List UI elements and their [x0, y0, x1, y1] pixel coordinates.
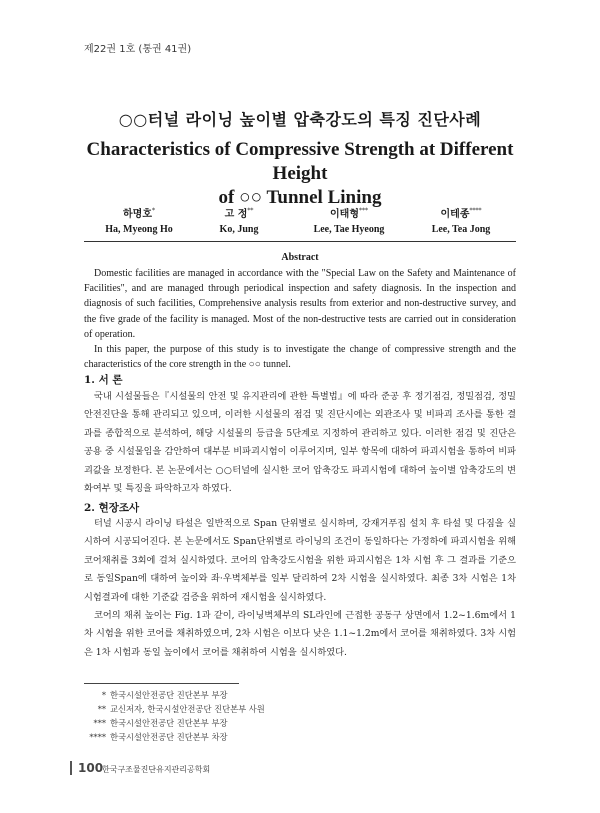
footnote-item: [84, 702, 265, 716]
title-divider: [84, 241, 516, 242]
footnote-mark: ***: [93, 718, 106, 728]
author-mark: ****: [469, 207, 482, 215]
footnote-mark: **: [97, 704, 106, 714]
author-4: [406, 205, 516, 235]
journal-name: 한국구조물진단유지관리공학회: [102, 765, 211, 774]
abstract-paragraph-1: Domestic facilities are managed in accordance with the "Special Law on the Safety and Maintenance of Facilities", and are managed through periodical inspection and safety diagnosis. In the inspection and diagnosis of such facilities, Comprehensive analysis results from exterior and non-destructive survey, and the five grade of the facility is managed. Most of the non-destructive tests are carried out in consideration of operation.: [84, 268, 516, 340]
section-2-heading: 2. 현장조사: [84, 502, 140, 514]
english-title: [60, 138, 540, 210]
english-title-line2: of ○○ Tunnel Lining: [218, 187, 382, 208]
abstract-paragraph-2: In this paper, the purpose of this study is to investigate the change of compressive strength and the characteristics of the core strength in the ○○ tunnel.: [84, 344, 516, 371]
author-1: [84, 205, 194, 235]
footnote-text: 교신저자, 한국시설안전공단 진단본부 사원: [110, 704, 265, 714]
author-name-en: Ko, Jung: [219, 224, 259, 235]
author-name-ko: 고 정: [224, 209, 248, 220]
footnote-text: 한국시설안전공단 진단본부 부장: [110, 690, 228, 700]
author-2: [184, 205, 294, 235]
section-2-paragraph-1: 터널 시공시 라이닝 타설은 일반적으로 Span 단위별로 실시하며, 강재거푸집 설치 후 타설 및 다짐을 실시하여 시공되어진다. 본 논문에서도 Span단위별로 라이닝의 조건이 동일하다는 가정하에 파괴시험을 위해 코어채취를 3회에 걸쳐 실시하였다. 코어의 압축강도시험을 위한 파괴시험은 1차 시험 후 그 결과를 기준으로 동일Span에 대하여 높이와 좌·우벽체부를 일부 달리하여 2차 시험을 실시하였다. 최종 3차 시험은 1차 시험결과에 대한 기준값 검증을 위하여 재시험을 실시하였다.: [84, 518, 516, 603]
author-mark: **: [247, 207, 254, 215]
footnote-item: [84, 730, 265, 744]
author-mark: *: [151, 207, 155, 215]
section-1-paragraph: 국내 시설물들은『시설물의 안전 및 유지관리에 관한 특별법』에 따라 준공 후 정기점검, 정밀점검, 정밀안전진단을 통해 관리되고 있으며, 이러한 시설물의 점검 및 진단시에는 외관조사 및 비파괴 조사를 통한 결과를 종합적으로 분석하여, 해당 시설물의 등급을 5단계로 지정하여 관리하고 있다. 이러한 점검 및 진단은 공용 중 시설물임을 감안하여 대부분 비파괴시험이 이루어지며, 일부 항목에 대하여 파괴시험을 통하여 비파괴값을 보정한다. 본 논문에서는 ○○터널에 실시한 코어 압축강도 파괴시험에 대하여 높이별 압축강도의 변화여부 및 특징을 파악하고자 하였다.: [84, 391, 516, 495]
author-name-en: Lee, Tea Jong: [431, 224, 491, 235]
english-title-line1: Characteristics of Compressive Strength at Different Height: [86, 139, 514, 184]
section-1-heading: 1. 서 론: [84, 374, 123, 386]
footnotes: [84, 688, 265, 744]
section-2-paragraph-2: 코어의 채취 높이는 Fig. 1과 같이, 라이닝벽체부의 SL라인에 근접한 공동구 상면에서 1.2~1.6m에서 1차 시험을 위한 코어를 채취하였으며, 2차 시험은 이보다 낮은 1.1~1.2m에서 코어를 채취하였다. 3차 시험은 1차 시험과 동일 높이에서 코어를 채취하여 시험을 실시하였다.: [84, 610, 516, 658]
footnote-divider: [84, 683, 239, 684]
footnote-item: [84, 716, 265, 730]
footnote-mark: ****: [89, 732, 106, 742]
footnote-text: 한국시설안전공단 진단본부 부장: [110, 718, 228, 728]
author-name-en: Lee, Tae Hyeong: [313, 224, 385, 235]
footnote-text: 한국시설안전공단 진단본부 차장: [110, 732, 228, 742]
author-name-ko: 이태형: [330, 209, 359, 220]
footnote-item: [84, 688, 265, 702]
volume-header: 제22권 1호 (통권 41권): [84, 44, 192, 55]
korean-title: ○○터널 라이닝 높이별 압축강도의 특징 진단사례: [118, 110, 482, 129]
abstract-body: [84, 266, 516, 372]
section-1-body: [84, 388, 516, 498]
abstract-heading: Abstract: [281, 252, 319, 263]
author-3: [294, 205, 404, 235]
author-mark: ***: [358, 207, 368, 215]
author-name-ko: 이테종: [440, 209, 470, 220]
author-name-ko: 하명호: [123, 209, 152, 220]
author-name-en: Ha, Myeong Ho: [105, 224, 173, 235]
section-2-body: [84, 515, 516, 662]
page-number: 100: [70, 761, 103, 775]
footnote-mark: *: [101, 690, 106, 700]
author-list: [84, 205, 516, 237]
